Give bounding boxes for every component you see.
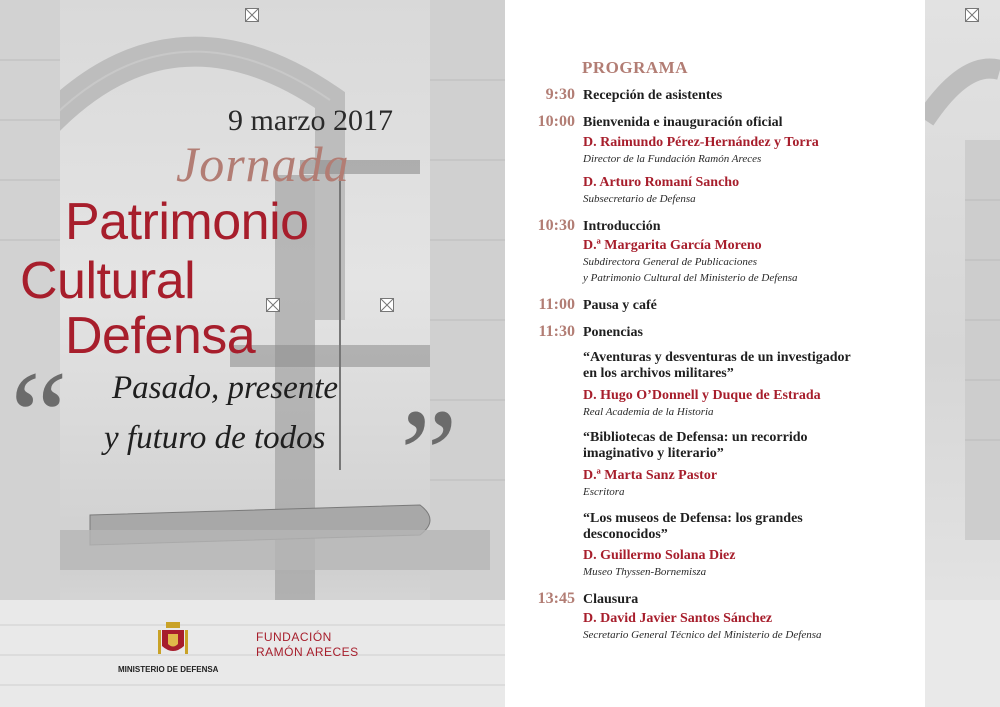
program-item-label: Pausa y café bbox=[583, 298, 657, 313]
event-title-line-3: Defensa bbox=[65, 307, 256, 365]
talk-title-line: en los archivos militares” bbox=[583, 366, 734, 381]
program-item-label: Clausura bbox=[583, 592, 639, 607]
speaker-affiliation: Secretario General Técnico del Ministerio de Defensa bbox=[583, 629, 822, 641]
program-time: 10:00 bbox=[537, 113, 575, 130]
quote-open-mark: “ bbox=[10, 345, 68, 489]
speaker-affiliation: Subsecretario de Defensa bbox=[583, 193, 696, 205]
program-time: 11:30 bbox=[538, 323, 575, 340]
program-item-label: Recepción de asistentes bbox=[583, 88, 723, 103]
speaker-name: D. Guillermo Solana Diez bbox=[583, 548, 736, 563]
speaker-affiliation: Real Academia de la Historia bbox=[583, 406, 714, 418]
event-title-line-1: Patrimonio bbox=[65, 193, 309, 251]
image-placeholder-icon bbox=[965, 8, 979, 22]
program-time: 10:30 bbox=[537, 217, 575, 234]
speaker-affiliation: Subdirectora General de Publicaciones bbox=[583, 256, 758, 268]
back-cover-strip bbox=[925, 0, 1000, 707]
image-placeholder-icon bbox=[380, 298, 394, 312]
talk-title-line: desconocidos” bbox=[583, 527, 668, 542]
event-jornada: Jornada bbox=[176, 136, 350, 192]
talk-title-line: “Aventuras y desventuras de un investigador bbox=[583, 350, 851, 365]
image-placeholder-icon bbox=[245, 8, 259, 22]
talk-title-line: “Bibliotecas de Defensa: un recorrido bbox=[583, 430, 808, 445]
talk-title bbox=[583, 350, 851, 382]
program-item-label: Ponencias bbox=[583, 325, 643, 340]
event-subtitle-line-2: y futuro de todos bbox=[104, 420, 326, 456]
program-item-label: Bienvenida e inauguración oficial bbox=[583, 115, 783, 130]
speaker-affiliation: Museo Thyssen-Bornemisza bbox=[583, 566, 707, 578]
fundacion-logo-line-2: RAMÓN ARECES bbox=[256, 645, 359, 659]
speaker-affiliation: Director de la Fundación Ramón Areces bbox=[583, 153, 762, 165]
speaker-name: D. Arturo Romaní Sancho bbox=[583, 175, 740, 190]
speaker-name: D. Hugo O’Donnell y Duque de Estrada bbox=[583, 388, 821, 403]
program-item-label: Introducción bbox=[583, 219, 661, 234]
program-time: 11:00 bbox=[538, 296, 575, 313]
talk-title-line: “Los museos de Defensa: los grandes bbox=[583, 511, 803, 526]
speaker-affiliation: y Patrimonio Cultural del Ministerio de Defensa bbox=[583, 272, 798, 284]
fundacion-logo bbox=[256, 630, 359, 660]
ministerio-logo bbox=[118, 620, 228, 674]
speaker-name: D.ª Margarita García Moreno bbox=[583, 238, 762, 253]
program-time: 9:30 bbox=[545, 86, 575, 103]
event-date: 9 marzo 2017 bbox=[228, 104, 393, 137]
program-time: 13:45 bbox=[537, 590, 575, 607]
quote-close-mark: ” bbox=[400, 383, 458, 527]
speaker-affiliation: Escritora bbox=[583, 486, 625, 498]
event-subtitle-line-1: Pasado, presente bbox=[112, 370, 339, 406]
talk-title bbox=[583, 511, 803, 543]
coat-of-arms-icon bbox=[156, 620, 190, 658]
image-placeholder-icon bbox=[266, 298, 280, 312]
speaker-name: D. Raimundo Pérez-Hernández y Torra bbox=[583, 135, 819, 150]
speaker-name: D.ª Marta Sanz Pastor bbox=[583, 468, 718, 483]
engraving-illustration bbox=[925, 0, 1000, 707]
program-heading: PROGRAMA bbox=[582, 58, 688, 77]
talk-title-line: imaginativo y literario” bbox=[583, 446, 724, 461]
speaker-name: D. David Javier Santos Sánchez bbox=[583, 611, 773, 626]
ministerio-logo-label: MINISTERIO DE DEFENSA bbox=[118, 665, 219, 674]
talk-title bbox=[583, 430, 808, 462]
event-title-line-2: Cultural bbox=[20, 252, 196, 310]
fundacion-logo-line-1: FUNDACIÓN bbox=[256, 630, 332, 644]
